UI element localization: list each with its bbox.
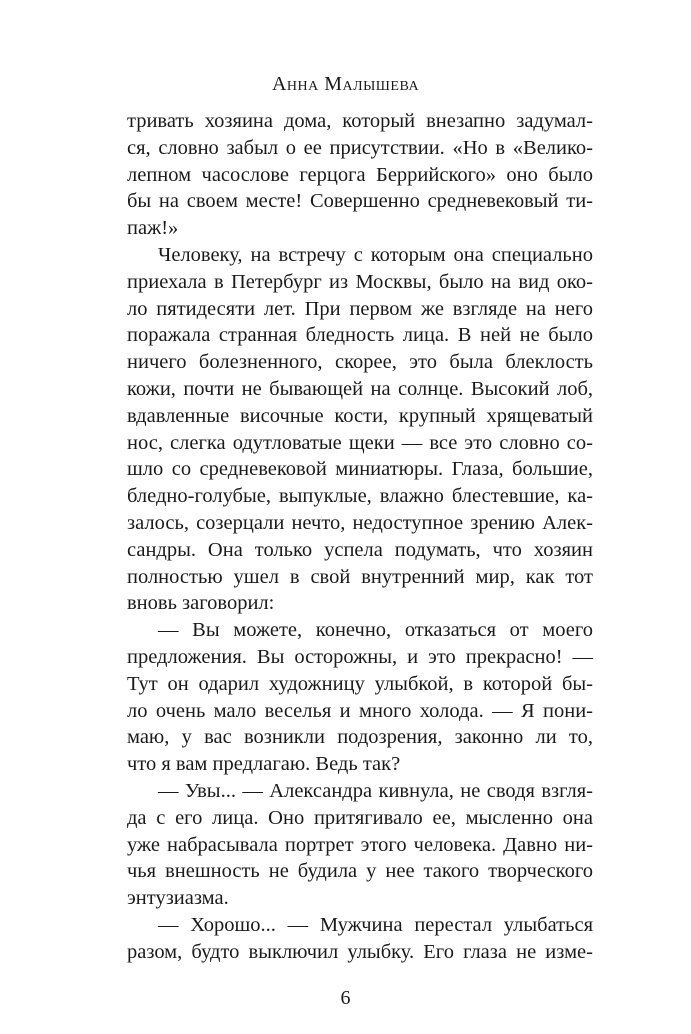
text-line: — Хорошо... — Мужчина перестал улыбаться bbox=[158, 913, 593, 936]
text-line: тривать хозяина дома, который внезапно задумал- bbox=[127, 110, 593, 132]
text-line: ло пятидесяти лет. При первом же взгляде на него bbox=[127, 297, 593, 320]
text-line: энтузиазма. bbox=[127, 887, 229, 910]
text-line: вдавленные височные кости, крупный хрящеватый bbox=[127, 404, 593, 427]
text-line: ся, словно забыл о ее присутствии. «Но в «Велико- bbox=[127, 136, 593, 159]
paragraph bbox=[127, 108, 593, 242]
text-line: что я вам предлагаю. Ведь так? bbox=[127, 753, 401, 776]
text-line: вновь заговорил: bbox=[127, 592, 275, 615]
text-line: уже набрасывала портрет этого человека. Давно ни- bbox=[127, 833, 593, 856]
text-line: да с его лица. Оно притягивало ее, мысленно она bbox=[127, 806, 593, 829]
text-line: — Увы... — Александра кивнула, не сводя взгля- bbox=[158, 779, 593, 802]
text-line: сандры. Она только успела подумать, что хозяин bbox=[127, 538, 593, 561]
paragraph bbox=[127, 778, 593, 912]
paragraph bbox=[127, 242, 593, 617]
text-line: — Вы можете, конечно, отказаться от моего bbox=[158, 619, 593, 642]
text-line: предложения. Вы осторожны, и это прекрасно! — bbox=[127, 645, 593, 668]
paragraph bbox=[127, 617, 593, 778]
paragraph bbox=[127, 912, 593, 966]
page-body bbox=[127, 108, 593, 966]
text-line: чья внешность не будила у нее такого творческого bbox=[127, 860, 593, 883]
text-line: шло со средневековой миниатюры. Глаза, большие, bbox=[127, 458, 593, 481]
text-line: залось, созерцали нечто, недоступное зрению Алек- bbox=[127, 511, 593, 534]
text-line: Тут он одарил художницу улыбкой, в которой бы- bbox=[127, 672, 593, 695]
running-header: Анна Малышева bbox=[271, 73, 420, 95]
text-line: лепном часослове герцога Беррийского» оно было bbox=[127, 163, 593, 186]
text-line: маю, у вас возникли подозрения, законно ли то, bbox=[127, 726, 593, 749]
text-line: паж!» bbox=[127, 217, 179, 240]
text-line: ничего болезненного, скорее, это была блеклость bbox=[127, 351, 593, 374]
text-line: бледно-голубые, выпуклые, влажно блестевшие, ка- bbox=[127, 485, 593, 508]
text-line: бы на своем месте! Совершенно средневековый ти- bbox=[127, 190, 593, 213]
text-line: Человеку, на встречу с которым она специально bbox=[158, 243, 593, 266]
text-line: ло очень мало веселья и много холода. — Я пони- bbox=[127, 699, 593, 722]
text-line: полностью ушел в свой внутренний мир, как тот bbox=[127, 565, 593, 588]
text-line: приехала в Петербург из Москвы, было на вид око- bbox=[127, 270, 593, 293]
text-line: кожи, почти не бывающей на солнце. Высокий лоб, bbox=[127, 377, 593, 400]
page-number: 6 bbox=[340, 986, 351, 1009]
text-line: нос, слегка одутловатые щеки — все это словно со- bbox=[127, 431, 593, 454]
text-line: разом, будто выключил улыбку. Его глаза не изме- bbox=[127, 940, 593, 963]
text-line: поражала странная бледность лица. В ней не было bbox=[127, 324, 593, 347]
